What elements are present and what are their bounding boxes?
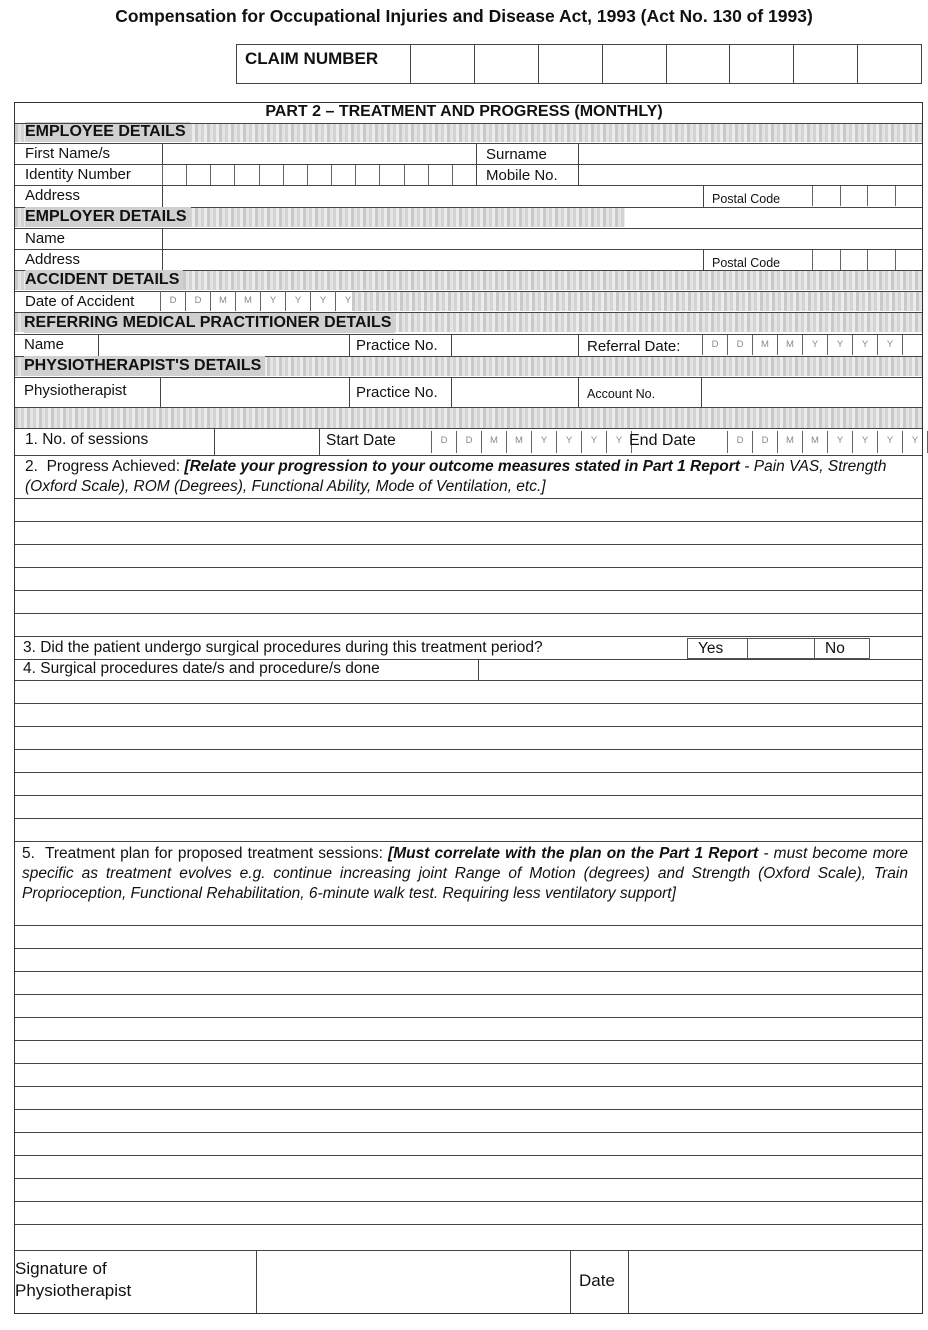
first-name-label: First Name/s	[25, 145, 111, 162]
claim-number-label: CLAIM NUMBER	[237, 45, 411, 83]
surgical-procedures-field[interactable]	[479, 660, 921, 680]
claim-digit-cell[interactable]	[667, 45, 731, 83]
employee-address-label: Address	[25, 187, 81, 204]
claim-number-box	[236, 44, 922, 84]
account-no-label: Account No.	[587, 387, 656, 401]
sessions-label: 1. No. of sessions	[25, 431, 149, 448]
physiotherapist-details-heading: PHYSIOTHERAPIST'S DETAILS	[24, 356, 265, 376]
treatment-plan-question: 5. Treatment plan for proposed treatment sessions: [Must correlate with the plan on the Part 1 Report - must become more specific as treatment evolves e.g. continue increasing joint Range of Motion (degrees) and Strength (Oxford Scale), Train Proprioception, Functional Rehabilitation, 6-minute walk test. Requiring less ventilatory support]	[22, 845, 909, 902]
form-title: Compensation for Occupational Injuries and Disease Act, 1993 (Act No. 130 of 1993)	[115, 6, 813, 26]
employer-details-heading: EMPLOYER DETAILS	[25, 207, 191, 227]
yes-checkbox[interactable]	[748, 638, 814, 659]
referral-date-input[interactable]: D D M M Y Y Y Y	[702, 335, 903, 355]
first-name-field[interactable]	[163, 144, 476, 164]
signature-label: Signature of Physiotherapist	[15, 1259, 132, 1300]
employee-details-heading: EMPLOYEE DETAILS	[25, 122, 190, 142]
account-no-field[interactable]	[702, 378, 921, 406]
signature-date-field[interactable]	[629, 1251, 921, 1312]
employee-address-field[interactable]	[163, 186, 703, 206]
physiotherapist-field[interactable]	[161, 378, 349, 406]
part-title: PART 2 – TREATMENT AND PROGRESS (MONTHLY)	[265, 103, 663, 120]
surgical-question: 3. Did the patient undergo surgical procedures during this treatment period?	[23, 639, 543, 656]
surgical-notes-area[interactable]	[15, 680, 922, 840]
yes-option[interactable]: Yes	[687, 638, 748, 659]
surname-field[interactable]	[579, 144, 921, 164]
identity-number-cells[interactable]	[162, 165, 476, 185]
claim-digit-cell[interactable]	[794, 45, 858, 83]
start-date-input[interactable]: D D M M Y Y Y Y	[431, 431, 632, 453]
referral-date-label: Referral Date:	[587, 338, 681, 355]
mobile-label: Mobile No.	[486, 167, 558, 184]
identity-number-label: Identity Number	[25, 166, 131, 183]
end-date-input[interactable]: D D M M Y Y Y Y	[727, 431, 928, 453]
section-shading	[15, 408, 922, 428]
signature-field[interactable]	[257, 1251, 570, 1312]
signature-date-label: Date	[579, 1271, 615, 1290]
date-of-accident-label: Date of Accident	[25, 293, 135, 310]
physiotherapist-label: Physiotherapist	[24, 382, 127, 399]
referring-name-label: Name	[24, 336, 65, 353]
end-date-label: End Date	[629, 432, 696, 449]
referring-practice-no-label: Practice No.	[356, 337, 438, 354]
claim-digit-cell[interactable]	[603, 45, 667, 83]
referring-practice-no-field[interactable]	[452, 335, 578, 355]
claim-digit-cell[interactable]	[411, 45, 475, 83]
employer-name-field[interactable]	[163, 229, 921, 249]
employer-address-field[interactable]	[163, 250, 703, 270]
accident-date-input[interactable]: D D M M Y Y Y Y	[160, 291, 361, 311]
claim-digit-cell[interactable]	[539, 45, 603, 83]
claim-digit-cell[interactable]	[858, 45, 921, 83]
employee-postal-code-cells[interactable]	[812, 186, 922, 206]
employer-name-label: Name	[25, 230, 66, 247]
surname-label: Surname	[486, 146, 547, 163]
mobile-field[interactable]	[579, 165, 921, 185]
employer-postal-code-cells[interactable]	[812, 250, 922, 270]
no-option[interactable]: No	[814, 638, 870, 659]
claim-digit-cell[interactable]	[475, 45, 539, 83]
start-date-label: Start Date	[326, 432, 396, 449]
accident-details-heading: ACCIDENT DETAILS	[25, 270, 183, 290]
referring-practitioner-heading: REFERRING MEDICAL PRACTITIONER DETAILS	[24, 313, 395, 333]
physio-practice-no-label: Practice No.	[356, 384, 438, 401]
referring-name-field[interactable]	[99, 335, 349, 355]
employer-postal-code-label: Postal Code	[712, 256, 781, 270]
employee-postal-code-label: Postal Code	[712, 192, 781, 206]
sessions-field[interactable]	[215, 429, 319, 454]
claim-digit-cell[interactable]	[730, 45, 794, 83]
surgical-procedures-label: 4. Surgical procedures date/s and procedure/s done	[23, 660, 380, 677]
section-shading	[352, 292, 922, 311]
progress-question: 2. Progress Achieved: [Relate your progression to your outcome measures stated in Part 1 Report - Pain VAS, Strength (Oxford Scale), ROM (Degrees), Functional Ability, Mode of Ventilation, etc.]	[25, 458, 887, 495]
physio-practice-no-field[interactable]	[452, 378, 578, 406]
employer-address-label: Address	[25, 251, 81, 268]
